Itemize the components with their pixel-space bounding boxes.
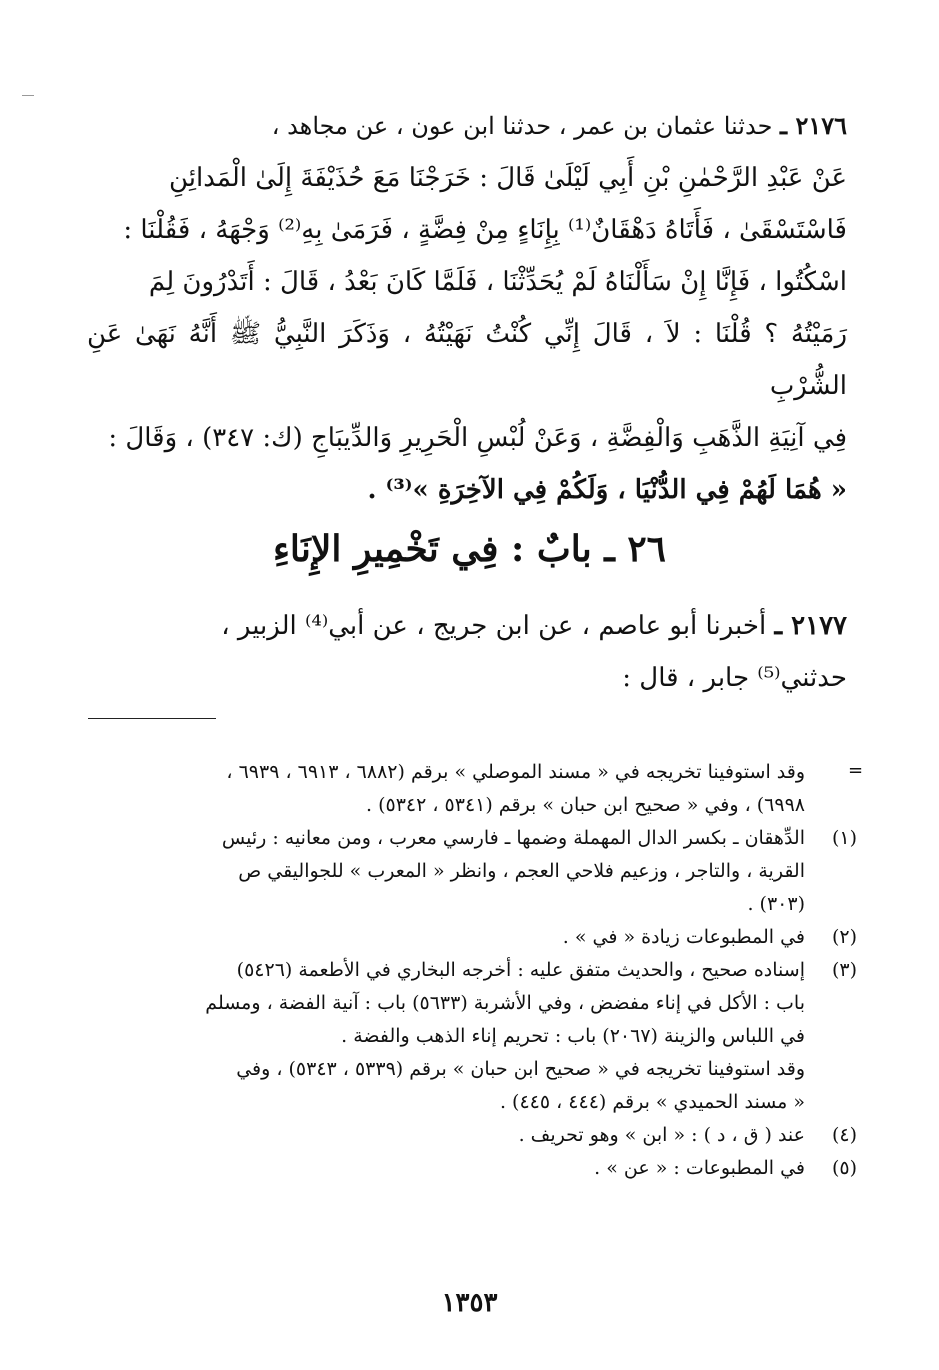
hadith-2176-isnad-line [87, 100, 847, 152]
chapter-heading: ٢٦ ـ بابٌ : فِي تَخْمِيرِ الإِنَاءِ [272, 528, 667, 570]
hadith-2176-number: ٢١٧٦ ـ [780, 111, 847, 140]
footnote-line: وقد استوفينا تخريجه في « مسند الموصلي » برقم (٦٨٨٢ ، ٦٩١٣ ، ٦٩٣٩ ، [226, 761, 805, 783]
margin-mark [22, 95, 34, 96]
hadith-2176-text-line: فَاسْتَسْقَىٰ ، فَأَتَاهُ دَهْقَانٌ⁽¹⁾ بِإِنَاءٍ مِنْ فِضَّةٍ ، فَرَمَىٰ بِهِ⁽²⁾ وَجْهَهُ ، فَقُلْنَا : [123, 215, 847, 245]
footnote-line: الدِّهقان ـ بكسر الدال المهملة وضمها ـ فارسي معرب ، ومن معانيه : رئيس [221, 827, 805, 849]
footnote-line: إسناده صحيح ، والحديث متفق عليه : أخرجه البخاري في الأطعمة (٥٤٢٦) [236, 959, 805, 981]
hadith-2176-text-line: عَنْ عَبْدِ الرَّحْمٰنِ بْنِ أَبِي لَيْلَىٰ قَالَ : خَرَجْنَا مَعَ حُذَيْفَةَ إِلَىٰ الْمَدائِنِ [168, 163, 847, 193]
footnote-line: في المطبوعات : « عن » . [594, 1157, 805, 1179]
footnote-separator [88, 718, 216, 719]
hadith-2176-quote: « هُمَا لَهُمْ فِي الدُّنْيَا ، وَلَكُمْ فِي الآخِرَةِ »⁽³⁾ . [367, 475, 847, 505]
footnote-continuation [75, 756, 857, 822]
footnote-marker: (٤) [831, 1124, 857, 1146]
footnote-line: عند ( ق ، د ) : « ابن » وهو تحريف . [518, 1124, 805, 1146]
footnote-line: (٣٠٣) . [747, 893, 805, 915]
hadith-2176-text-line: رَمَيْتُهُ ؟ قُلْنَا : لاَ ، قَالَ إِنِّي كُنْتُ نَهَيْتُهُ ، وَذَكَرَ النَّبِيُّ ﷺ أَنَّهُ نَهَىٰ عَنِ الشُّرْبِ [87, 319, 847, 401]
footnote-line: القرية ، والتاجر ، وزعيم فلاحي العجم ، وانظر « المعرب » للجواليقي ص [238, 860, 805, 882]
footnote-marker: (٣) [831, 959, 857, 981]
footnote-line: في اللباس والزينة (٢٠٦٧) باب : تحريم إناء الذهب والفضة . [341, 1025, 805, 1047]
footnotes [75, 756, 857, 1185]
footnote-5 [75, 1152, 857, 1185]
footnote-line: في المطبوعات زيادة « في » . [562, 926, 805, 948]
footnote-2 [75, 921, 857, 954]
footnote-line: وقد استوفينا تخريجه في « صحيح ابن حبان » برقم (٥٣٣٩ ، ٥٣٤٣) ، وفي [236, 1058, 805, 1080]
footnote-3 [75, 954, 857, 1119]
hadith-2177-line: حدثني⁽⁵⁾ جابر ، قال : [622, 663, 847, 693]
footnote-line: « مسند الحميدي » برقم (٤٤٤ ، ٤٤٥) . [499, 1091, 805, 1113]
hadith-2176-isnad: حدثنا عثمان بن عمر ، حدثنا ابن عون ، عن مجاهد ، [271, 112, 773, 140]
footnote-marker: (٢) [831, 926, 857, 948]
page-number: ١٣٥٣ [441, 1288, 498, 1318]
hadith-2176 [87, 100, 847, 516]
hadith-2177-isnad: أخبرنا أبو عاصم ، عن ابن جريج ، عن أبي⁽⁴⁾ الزبير ، [221, 611, 767, 641]
footnote-line: ٦٩٩٨) ، وفي « صحيح ابن حبان » برقم (٥٣٤١ ، ٥٣٤٢) . [365, 794, 805, 816]
continuation-mark: = [848, 760, 864, 781]
footnote-1 [75, 822, 857, 921]
hadith-2176-text-line: اسْكُتُوا ، فَإِنَّا إِنْ سَأَلْنَاهُ لَمْ يُحَدِّثْنَا ، فَلَمَّا كَانَ بَعْدُ ، قَالَ : أَتَدْرُونَ لِمَ [148, 267, 847, 297]
footnote-marker: (٥) [831, 1157, 857, 1179]
hadith-2177-line [87, 600, 847, 652]
footnote-4 [75, 1119, 857, 1152]
footnote-line: باب : الأكل في إناء مفضض ، وفي الأشربة (٥٦٣٣) باب : آنية الفضة ، ومسلم [205, 992, 805, 1014]
footnote-marker: (١) [831, 827, 857, 849]
hadith-2177 [87, 600, 847, 704]
hadith-2177-number: ٢١٧٧ ـ [774, 611, 847, 641]
hadith-2176-text-line: فِي آنِيَةِ الذَّهَبِ وَالْفِضَّةِ ، وَعَنْ لُبْسِ الْحَرِيرِ وَالدِّيبَاجِ (ك: ٣٤٧) ، وَقَالَ : [108, 423, 847, 453]
